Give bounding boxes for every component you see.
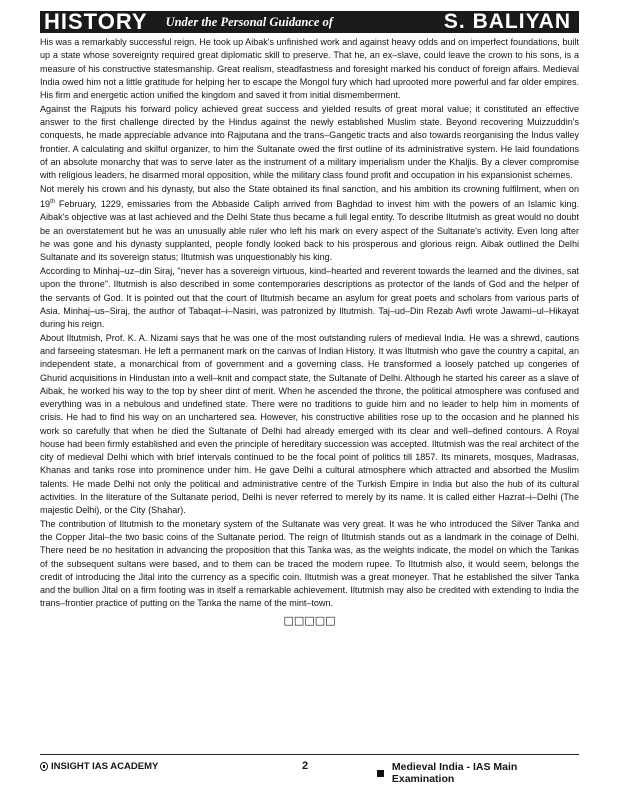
square-bullet-icon: [377, 770, 384, 777]
footer-book-title: Medieval India - IAS Main Examination: [391, 761, 518, 785]
section-end-marks: □□□□□: [283, 613, 336, 627]
header-tagline: Under the Personal Guidance of: [165, 14, 333, 29]
footer-book: [377, 761, 579, 785]
page-footer: [40, 760, 579, 785]
page-number: 2: [302, 760, 309, 772]
paragraph: About Iltutmish, Prof. K. A. Nizami says that he was one of the most outstanding rulers of medieval India. He was a shrewd, cautions and farseeing statesman. He left a permanent mark on the canvas of Indian History. It was Iltutmish who gave the country a capital, an independent state, a monarchical from of government and a governing class. He transformed a loosely patched up congeries of Ghurid acquisitions in Hindustan into a well–knit and compact state, the Sultanate of Delhi. Although he started his career as a slave of Aibak, he worked his way to the top by sheer dint of merit. When he ascended the throne, the political atmosphere was confused and everything was in a nebulous and undefined state. There were no traditions to guide him and no leader to help him in moments of crisis. He had to find his way on an unchartered sea. However, his constructive abilities rose up to the occasion and he planned his work so carefully that when he died the Sultanate of Delhi had already emerged with its clear and well–defined contours. A Royal house had been firmly established and even the principle of hereditary succession was accepted. Iltutmish was the real architect of the city of medieval Delhi which with brief intervals continued to be the focal point of politics till 1857. Its minarets, mosques, Madrasas, Khanas and tanks rose into prominence under him. He gave Delhi a cultural atmosphere which attracted and absorbed the Muslim talents. He made Delhi not only the political and administrative centre of the Turkish Empire in India but also the hub of its cultural activities. In the literature of the Sultanate period, Delhi is never referred to merely by its name. It is called either Hazrat–i–Delhi (The majestic Delhi), or the City (Shahar).: [40, 332, 579, 516]
footer-divider: [40, 754, 579, 755]
footer-academy-label: INSIGHT IAS ACADEMY: [51, 761, 159, 772]
paragraph: His was a remarkably successful reign. He took up Aibak's unfinished work and against heavy odds and on imperfect foundations, built up a state whose sovereignty required great diplomatic skill to preserve. That he, an ex–slave, could leave the crown to his sons, is a measure of his constructive statesmanship. Great realism, steadfastness and foresight marked his conduct of foreign affairs. Medieval India owed him not a little gratitude for helping her to escape the Mongol fury which had uprooted more powerful and far older empires. His firm and energetic action unified the kingdom and saved it from initial dismemberment.: [40, 37, 579, 100]
paragraph: Not merely his crown and his dynasty, but also the State obtained its final sanction, and his ambition its crowning fulfilment, when on 19th February, 1229, emissaries from the Abbaside Caliph arrived from Baghdad to invest him with the powers of an Islamic king. Aibak's objective was at last achieved and the Delhi State thus became a full legal entity. To describe Iltutmish as great would no doubt be an overstatement but he was an unusually able ruler who left his mark on every aspect of the Sultanate's activity. Even long after he was gone and his dynasty supplanted, people fondly looked back to his prosperous and glorious reign. Aibak outlined the Delhi Sultanate and its sovereign status; Iltutmish was unquestionably his king.: [40, 183, 579, 263]
paragraph: Against the Rajputs his forward policy achieved great success and yielded results of great moral value; it constituted an effective answer to the first challenge directed by the Hindus against the newly established Muslim state. Beyond recovering Muizzuddin's conquests, he made appreciable advance into Rajputana and the trans–Gangetic tracts and also towards reorganising the Indus valley frontier. A calculating and skilful organizer, to him the Sultanate owed the first outline of its administrative system. He laid foundations of an absolute monarchy that was to serve later as the instrument of a military imperialism under the Khaljis. By a clever compromise with religious leaders, he disarmed moral opposition, while the military class found profit and occupation in his expansionist schemes.: [40, 103, 579, 181]
academy-logo-icon: [40, 762, 48, 771]
page-header: [40, 11, 579, 33]
body-text: [40, 36, 579, 627]
paragraph: The contribution of Iltutmish to the monetary system of the Sultanate was very great. It was he who introduced the Silver Tanka and the Copper Jital–the two basic coins of the Sultanate period. The reign of Iltutmish stands out as a landmark in the coinage of Delhi. There need be no hesitation in advancing the proposition that this Tanka was, as the weights indicate, the model on which the Tankas of the subsequent sultans were based, and to them can be traced the modern rupee. To Iltutmish also, it would seem, belongs the credit of introducing the Jital into the currency as a specific coin. Iltutmish was a great moneyer. That he established the silver Tanka and the bullion Jital on a firm footing was in itself a remarkable achievement. Iltutmish may also be credited with extending to India the trans–frontier practice of putting on the Tanka the name of the mint–town.: [40, 518, 579, 609]
header-subject: HISTORY: [44, 9, 148, 34]
footer-academy: [40, 761, 158, 772]
header-author-name: S. BALIYAN: [443, 10, 571, 33]
paragraph: According to Minhaj–uz–din Siraj, "never has a sovereign virtuous, kind–hearted and reverent towards the learned and the divines, sat upon the throne". Iltutmish is also described in some contemporaries descriptions as protector of the lands of God and the helper of the servants of God. It is pointed out that the court of Iltutmish became an asylum for great poets and scholars from various parts of Asia. Minhaj–us–Siraj, the author of Tabaqat–i–Nasiri, was patronized by Iltutmish. Taj–ud–Din Rezab Awfi wrote Jawami–ul–Hikayat during his reign.: [40, 266, 579, 330]
